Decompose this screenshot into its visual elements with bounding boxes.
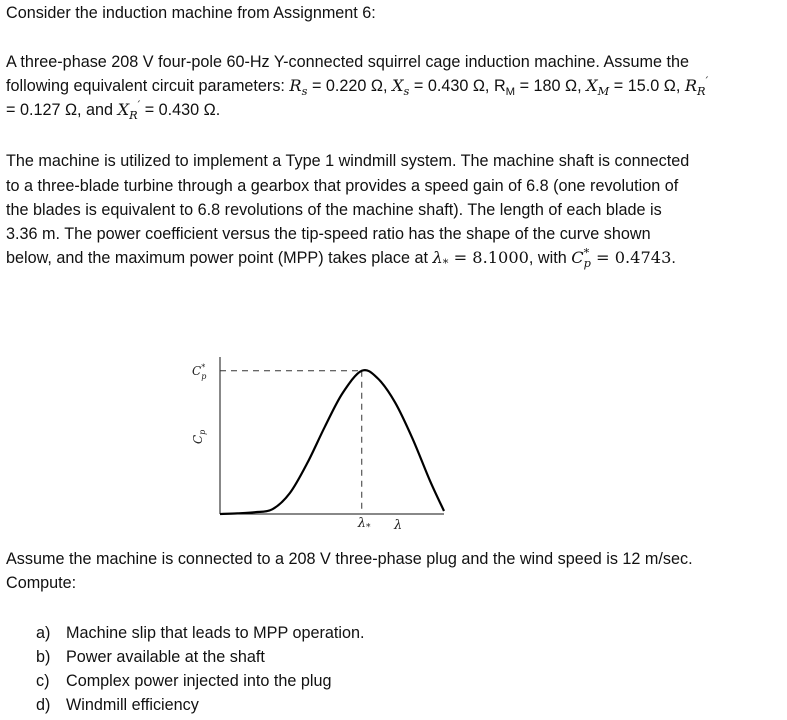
intro-text: Consider the induction machine from Assignment 6: [6,4,376,22]
cp-star-symbol: $C^*_p$ [571,245,591,271]
para2-line4: 3.36 m. The power coefficient versus the tip-speed ratio has the shape of the curve shown [6,225,651,243]
lambda-star-label: $\lambda_*$ [357,516,371,533]
xr-symbol: $X_R'$ [117,97,141,123]
rs-symbol: $R_s$ [289,76,308,99]
lambda-star-symbol: $\lambda_*$ [432,248,449,271]
cp-star-label: C* p [192,362,207,381]
list-item: d) Windmill efficiency [36,696,199,714]
para1-line1: A three-phase 208 V four-pole 60-Hz Y-connected squirrel cage induction machine. Assume the [6,53,689,71]
xm-symbol: $X_M$ [586,76,610,99]
x-axis-label: λ [394,518,403,533]
list-item: b) Power available at the shaft [36,648,265,666]
list-item: c) Complex power injected into the plug [36,672,332,690]
rm-symbol: $R_M$ [493,77,516,99]
para2-line3: the blades is equivalent to 6.8 revolutions of the machine shaft). The length of each blade is [6,201,662,219]
list-item: a) Machine slip that leads to MPP operation. [36,624,365,642]
para1-line2: following equivalent circuit parameters: $R_s = 0.220$ Ω, $X_s = 0.430$ Ω, $R_M = 180$ Ω, $X_M = 15.0$ Ω, $R_R'$ [6,73,709,99]
cp-lambda-chart [180,352,450,537]
para3-line1: Assume the machine is connected to a 208 V three-phase plug and the wind speed is 12 m/sec. [6,550,693,568]
y-axis-label: $C_p$ [191,429,207,444]
para1-line3: = 0.127 Ω, and $X_R' = 0.430$ Ω. [6,97,221,123]
rr-symbol: $R_R'$ [684,73,709,99]
cp-curve [220,370,444,514]
para3-line2: Compute: [6,574,77,592]
para2-line2: to a three-blade turbine through a gearbox that provides a speed gain of 6.8 (one revolution of [6,177,679,195]
para2-line1: The machine is utilized to implement a Type 1 windmill system. The machine shaft is connected [6,152,690,170]
xs-symbol: $X_s$ [392,76,410,99]
para2-line5: below, and the maximum power point (MPP) takes place at $\lambda_* = 8.1000$, with $C^*_p = 0.4743$. [6,245,676,271]
